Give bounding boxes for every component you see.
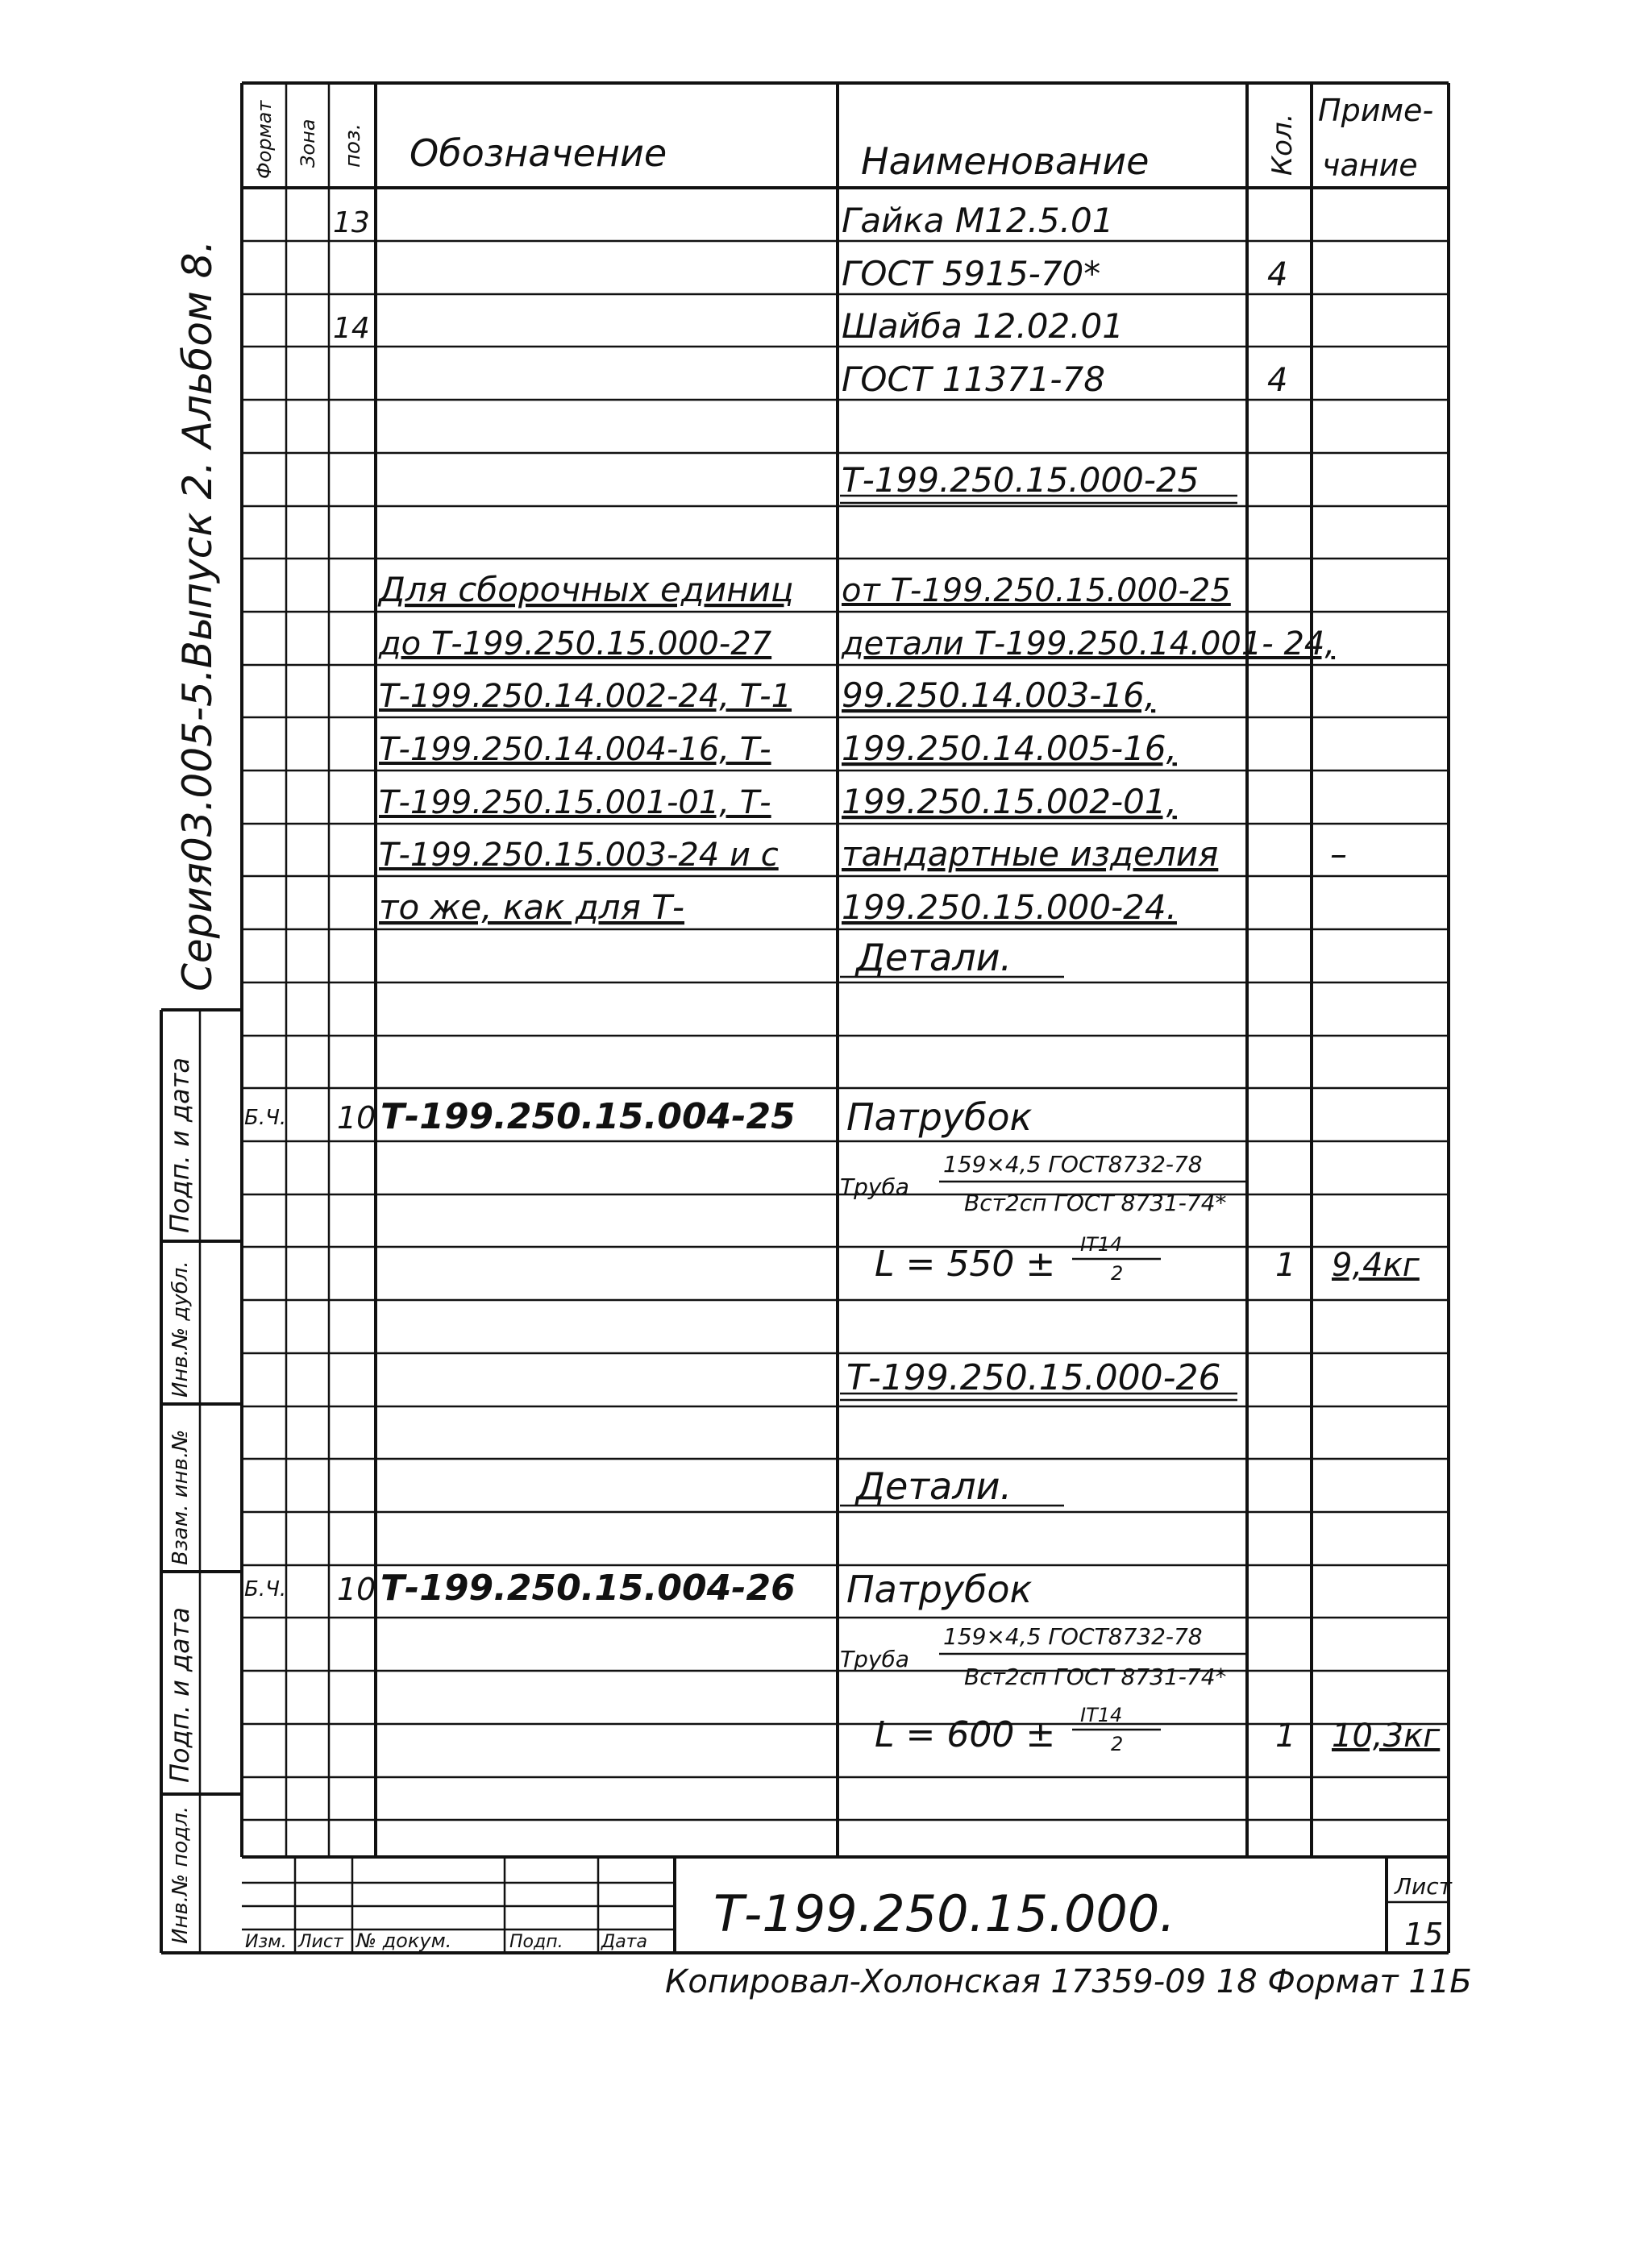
part1-section: Детали. [856,936,1012,979]
row4-name: ГОСТ 11371-78 [842,359,1105,399]
part2-pipe-bottom: Вст2сп ГОСТ 8731-74* [964,1664,1227,1690]
header-zone: Зона [297,118,319,168]
note-l5a: Т-199.250.15.001-01, Т- [379,784,771,821]
part2-tol-top: IT14 [1080,1704,1123,1726]
tb-data: Дата [601,1932,647,1952]
part1-tol-top: IT14 [1080,1233,1123,1256]
title-block [245,1873,1453,1952]
part1-pipe-top: 159×4,5 ГОСТ8732-78 [943,1151,1203,1178]
stamp-b3: Взам. инв.№ [168,1429,193,1565]
stamp-b2: Подп. и дата [164,1607,195,1783]
tb-list: Лист [298,1932,343,1952]
series-title: Серия03.005-5.Выпуск 2. Альбом 8. [174,239,221,991]
part2-length: L = 600 ± [875,1714,1056,1755]
header-note-line1: Приме- [1318,93,1434,128]
header-qty: Кол. [1266,113,1299,176]
part2-qty: 1 [1275,1718,1296,1755]
note-l6a: Т-199.250.15.003-24 и с [379,837,779,874]
row2-qty: 4 [1267,256,1288,293]
part1-note: 9,4кг [1332,1247,1420,1284]
note-l6b: тандартные изделия [842,834,1219,874]
part2 [244,1464,1441,1755]
stamp-b4: Инв.№ дубл. [168,1261,193,1398]
note-block [377,570,1347,927]
tb-code: Т-199.250.15.000. [713,1884,1175,1943]
part2-pos: 10 [337,1572,376,1607]
part1 [244,936,1420,1285]
part2-tol-bottom: 2 [1111,1733,1124,1755]
row3-name: Шайба 12.02.01 [842,306,1124,346]
note-l7b: 199.250.15.000-24. [842,887,1177,927]
note-l7a: то же, как для Т- [379,887,685,927]
note-l5b: 199.250.15.002-01, [842,782,1177,821]
note-l2b: детали Т-199.250.14.001- 24, [842,625,1336,663]
part1-qty: 1 [1275,1247,1296,1284]
part1-format: Б.Ч. [244,1106,287,1130]
row2-name: ГОСТ 5915-70* [842,254,1101,293]
table-header [253,93,1433,183]
header-note-line2: чание [1322,147,1418,183]
stamp-b1: Инв.№ подл. [168,1805,193,1944]
spec-rows [333,201,1287,500]
note-l2a: до Т-199.250.15.000-27 [379,625,772,663]
stamp-b5: Подп. и дата [164,1057,195,1233]
header-name: Наименование [861,139,1150,183]
note-l3a: Т-199.250.14.002-24, Т-1 [379,678,792,715]
tb-doc: № докум. [356,1929,452,1952]
part1-pos: 10 [337,1100,376,1136]
note-l4b: 199.250.14.005-16, [842,729,1177,768]
note-l3b: 99.250.14.003-16, [842,675,1156,715]
footer-copyist: Копировал-Холонская 17359-09 18 Формат 11Б [665,1963,1472,2000]
part2-name: Патрубок [846,1568,1033,1611]
assembly2-designation: Т-199.250.15.000-26 [846,1357,1221,1398]
header-format: Формат [253,100,276,179]
row1-name: Гайка М12.5.01 [842,201,1114,240]
note-l4a: Т-199.250.14.004-16, Т- [379,731,771,768]
part2-pipe-top: 159×4,5 ГОСТ8732-78 [943,1623,1203,1650]
tb-sheet-num: 15 [1404,1917,1444,1952]
part1-tol-bottom: 2 [1111,1262,1124,1285]
part1-pipe-word: Труба [840,1173,909,1200]
row5-name: Т-199.250.15.000-25 [842,460,1200,500]
part1-pipe-bottom: Вст2сп ГОСТ 8731-74* [964,1190,1227,1216]
part2-section: Детали. [856,1464,1012,1508]
part1-length: L = 550 ± [875,1244,1056,1285]
part2-format: Б.Ч. [244,1577,287,1601]
note-l6c: – [1330,834,1347,874]
note-l1b: от Т-199.250.15.000-25 [842,572,1231,609]
part1-designation: Т-199.250.15.004-25 [380,1096,796,1137]
tb-podp: Подп. [509,1932,563,1952]
part2-designation: Т-199.250.15.004-26 [380,1568,796,1609]
tb-sheet-label: Лист [1395,1873,1452,1900]
note-l1a: Для сборочных единиц [379,570,794,609]
tb-izm: Изм. [245,1932,287,1952]
part2-note: 10,3кг [1332,1718,1441,1755]
row3-pos: 14 [333,312,370,345]
header-designation: Обозначение [410,131,667,175]
header-pos: поз. [341,123,365,168]
part1-name: Патрубок [846,1095,1033,1139]
row1-pos: 13 [333,206,370,239]
table-grid [161,83,1449,1953]
row4-qty: 4 [1267,362,1288,399]
part2-pipe-word: Труба [840,1646,909,1672]
side-stamp [164,1057,195,1944]
